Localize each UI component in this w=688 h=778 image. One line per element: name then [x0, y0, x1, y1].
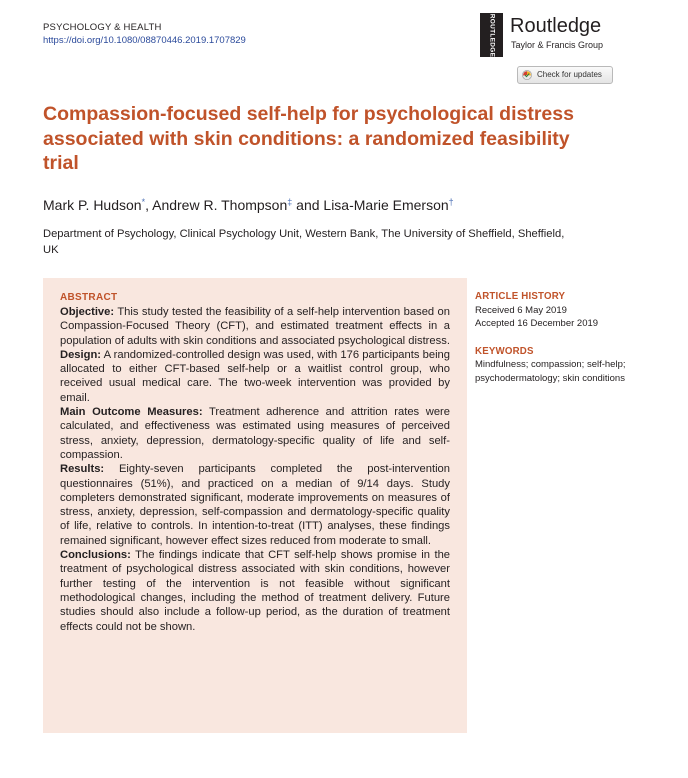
- check-for-updates-label: Check for updates: [537, 70, 602, 79]
- article-sidebar: [475, 290, 635, 385]
- author-separator: and: [292, 197, 324, 213]
- author-name: Lisa-Marie Emerson: [323, 197, 449, 213]
- accepted-date: Accepted 16 December 2019: [475, 318, 599, 329]
- keywords-heading: KEYWORDS: [475, 345, 534, 357]
- abstract-section-text: Treatment adherence and attrition rates were calculated, and effectiveness was estimated using measures of perceived stress, anxiety, depression, dermatology-specific quality of life and self-compassion.: [60, 406, 450, 461]
- abstract-section-text: The findings indicate that CFT self-help shows promise in the treatment of psychological distress associated with skin conditions, however further testing of the intervention is not feasible without significant methodological changes, including the method of treatment delivery. Future studies should also include a follow-up period, as the duration of treatment effects could not be shown.: [60, 549, 451, 633]
- journal-header: [43, 21, 246, 47]
- author-mark[interactable]: *: [141, 197, 146, 207]
- author-name: Andrew R. Thompson: [152, 197, 288, 213]
- logo-mark-text: ROUTLEDGE: [488, 13, 496, 57]
- abstract-section-label: Results:: [60, 463, 105, 476]
- author-separator: ,: [145, 197, 153, 213]
- abstract-section-text: This study tested the feasibility of a self-help intervention based on Compassion-Focused Theory (CFT), and estimated treatment effects in a population of adults with skin conditions and associated psychological distress.: [60, 306, 450, 347]
- journal-name: PSYCHOLOGY & HEALTH: [43, 22, 162, 33]
- crossmark-icon: [522, 70, 532, 80]
- abstract-section: [60, 348, 450, 405]
- keywords-text: Mindfulness; compassion; self-help; psychodermatology; skin conditions: [475, 359, 626, 384]
- author-mark[interactable]: ‡: [287, 197, 293, 207]
- article-title: Compassion-focused self-help for psychological distress associated with skin conditions: a randomized feasibility trial: [43, 103, 574, 174]
- routledge-logo-mark: [480, 13, 503, 57]
- abstract-section-label: Design:: [60, 348, 102, 361]
- abstract-heading: ABSTRACT: [60, 292, 118, 303]
- abstract-section-label: Objective:: [60, 306, 115, 318]
- abstract-section-label: Conclusions:: [60, 549, 131, 562]
- abstract-section-label: Main Outcome Measures:: [60, 406, 203, 419]
- author-name: Mark P. Hudson: [43, 197, 142, 213]
- abstract-section: [60, 305, 450, 348]
- author-mark[interactable]: †: [448, 197, 454, 207]
- abstract-body: [60, 305, 450, 634]
- check-for-updates-button[interactable]: [517, 66, 613, 84]
- publisher-name: Routledge: [510, 15, 602, 37]
- received-date: Received 6 May 2019: [475, 304, 567, 316]
- abstract-section: [60, 462, 450, 548]
- publisher-group: Taylor & Francis Group: [511, 40, 604, 50]
- abstract-section: [60, 548, 450, 634]
- doi-link[interactable]: https://doi.org/10.1080/08870446.2019.1707829: [43, 35, 246, 46]
- abstract-section-text: Eighty-seven participants completed the post-intervention questionnaires (51%), and practiced on a median of 9/14 days. Study completers demonstrated significant, moderate improvements on measures of stress, anxiety, depression, self-compassion and dermatology-specific quality of life, relative to controls. In intention-to-treat (ITT) analyses, these findings remained significant, however effect sizes reduced from moderate to small.: [60, 463, 451, 547]
- author-affiliation: Department of Psychology, Clinical Psychology Unit, Western Bank, The University of Sheffield, Sheffield, UK: [43, 228, 565, 257]
- abstract-section-text: A randomized-controlled design was used, with 176 participants being allocated to either CFT-based self-help or a waitlist control group, who received usual medical care. The two-week intervention was provided by email.: [60, 348, 450, 404]
- abstract-section: [60, 405, 450, 462]
- publisher-logo: [480, 13, 640, 59]
- article-history-heading: ARTICLE HISTORY: [475, 291, 566, 302]
- author-list: [43, 196, 454, 214]
